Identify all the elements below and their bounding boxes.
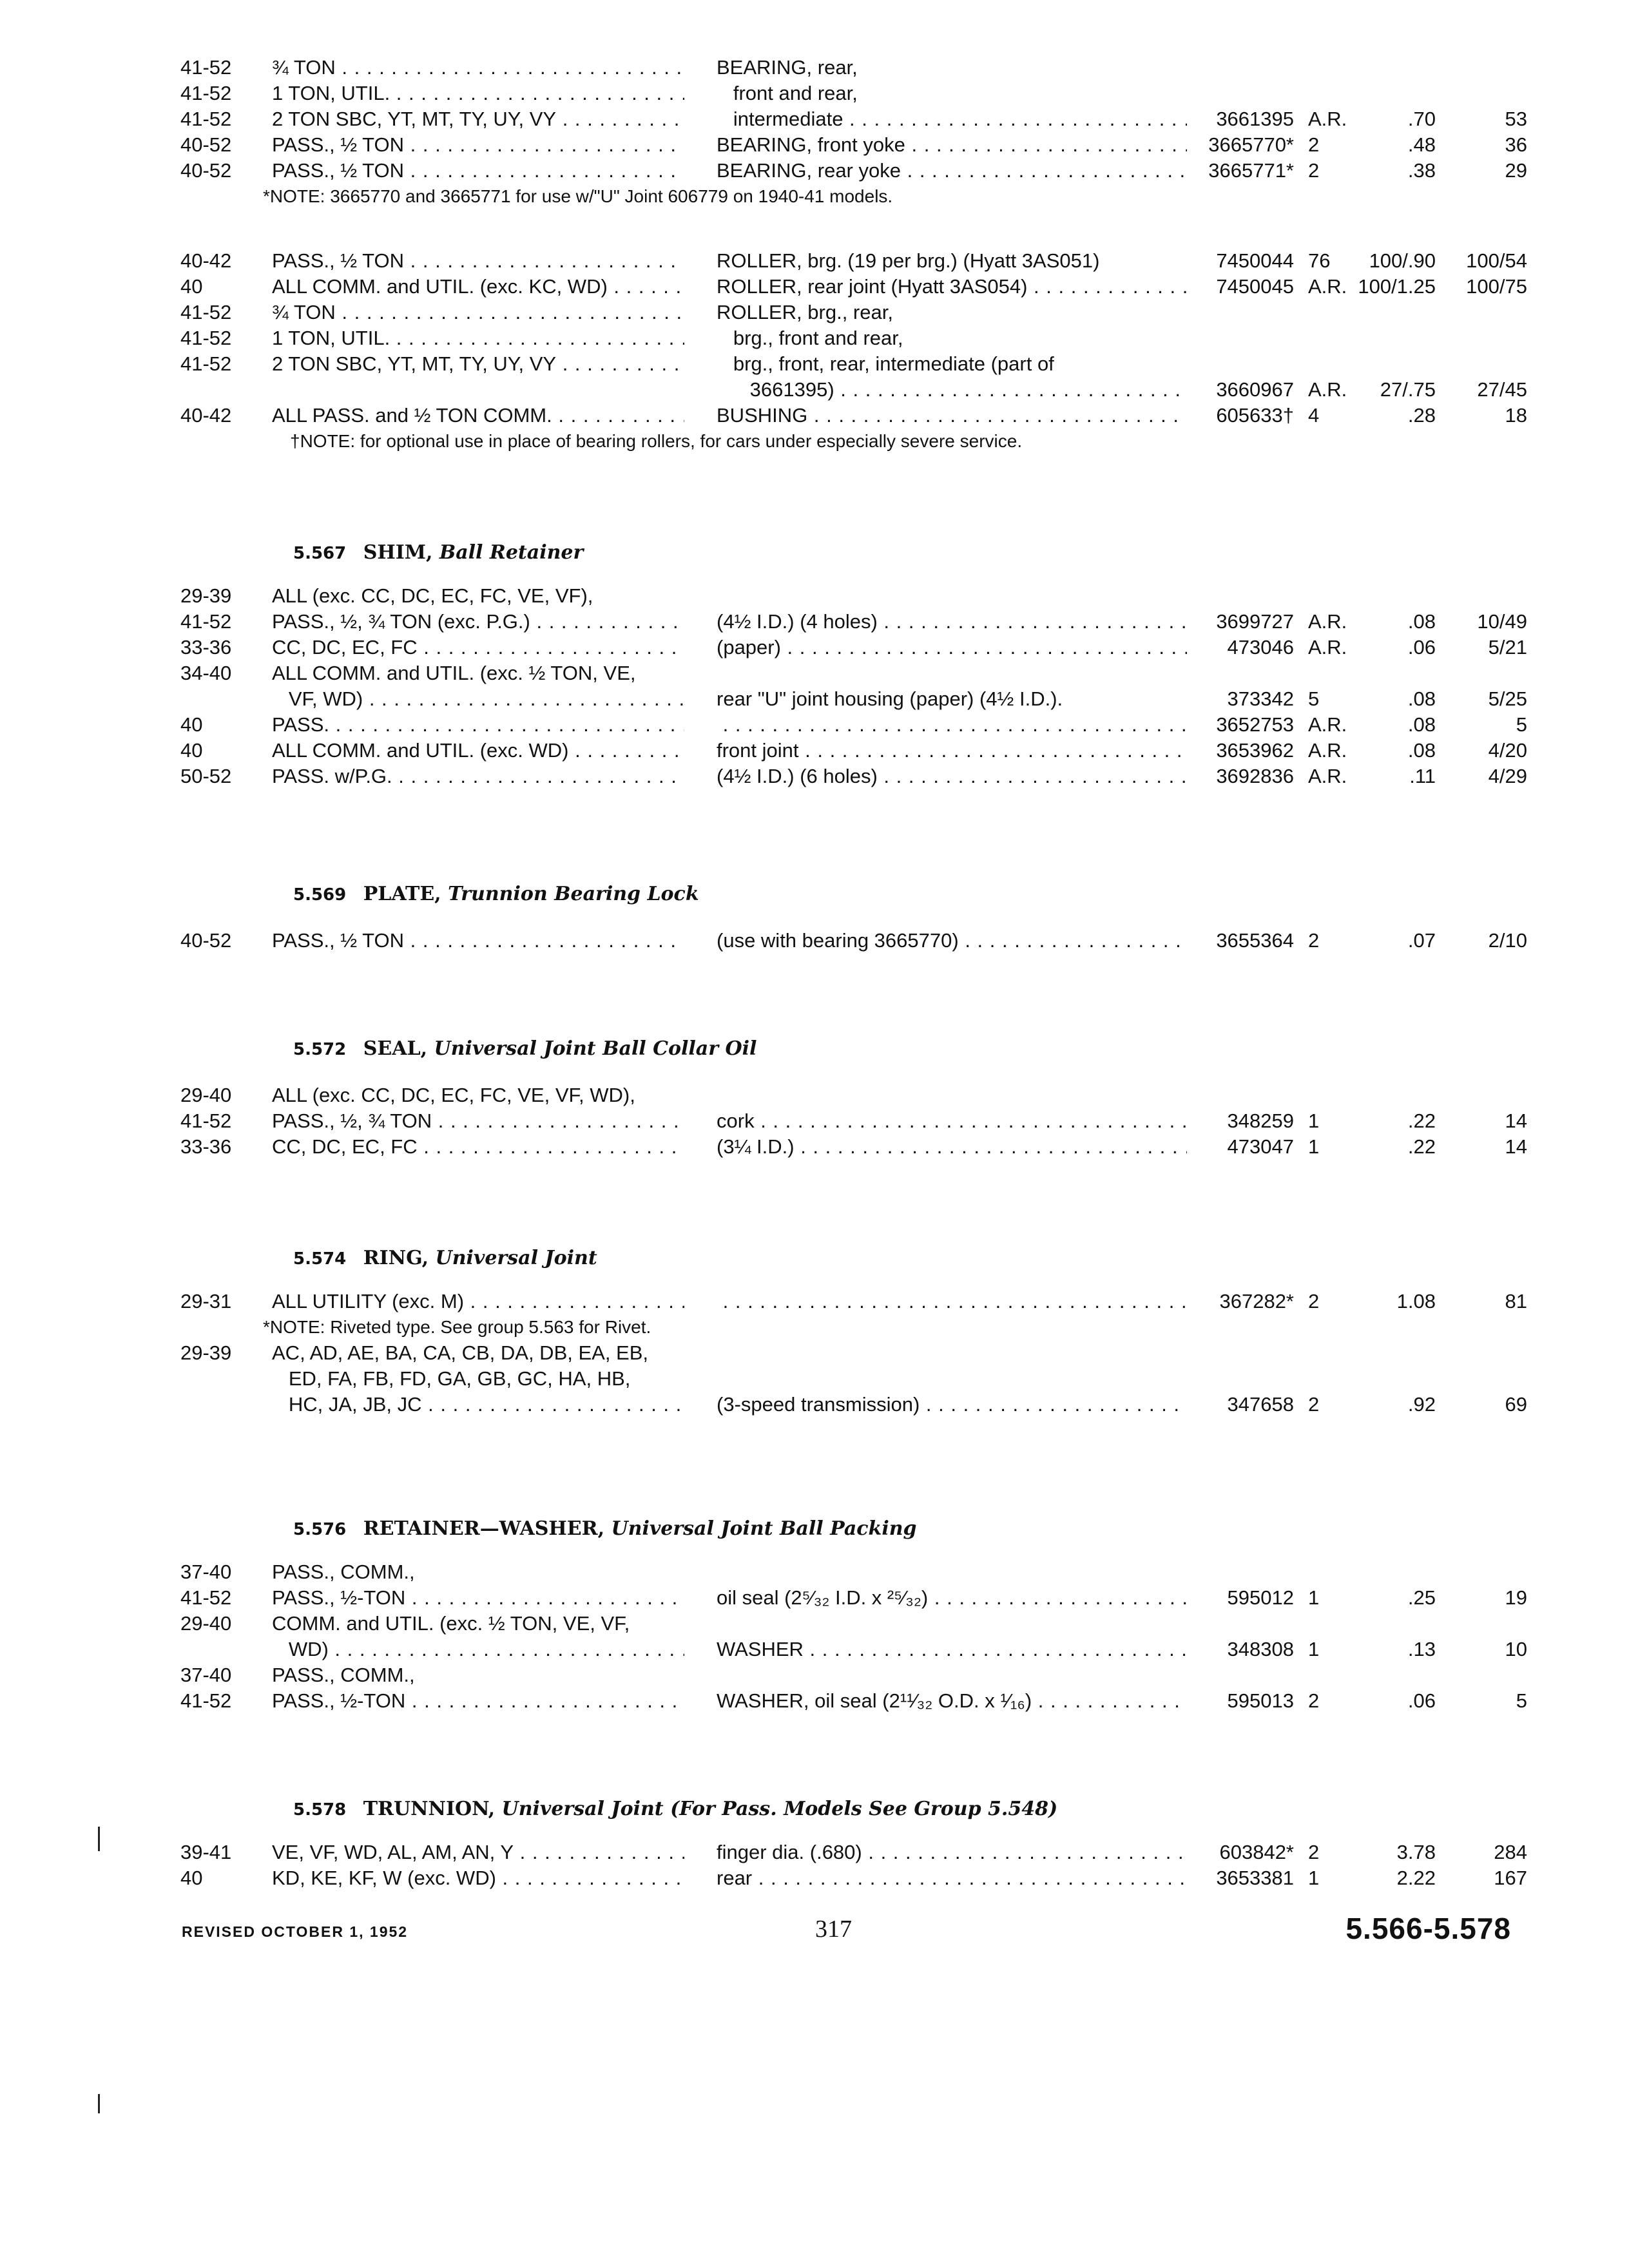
year-range: 33-36 bbox=[180, 636, 232, 658]
part-row bbox=[0, 1340, 1629, 1366]
part-number: 367282* bbox=[1219, 1290, 1294, 1312]
list-price: 100/1.25 bbox=[1358, 275, 1436, 298]
part-number: 605633† bbox=[1216, 404, 1294, 427]
year-range: 39-41 bbox=[180, 1841, 232, 1863]
models-applicable: PASS., COMM., bbox=[272, 1561, 415, 1583]
models-applicable: ALL (exc. CC, DC, EC, FC, VE, VF, WD), bbox=[272, 1084, 635, 1106]
list-price: .48 bbox=[1407, 133, 1436, 156]
year-range: 40-52 bbox=[180, 929, 232, 952]
part-number: 3692836 bbox=[1216, 765, 1294, 787]
part-description: cork . . . bbox=[717, 1108, 1187, 1134]
part-row bbox=[0, 300, 1629, 325]
dealer-price: 5 bbox=[1516, 713, 1527, 736]
models-applicable: VE, VF, WD, AL, AM, AN, Y . . . bbox=[272, 1840, 684, 1865]
part-number: 603842* bbox=[1219, 1841, 1294, 1863]
section-subtitle: Universal Joint bbox=[435, 1247, 597, 1269]
footnote-text: †NOTE: for optional use in place of bearing rollers, for cars under especially severe service. bbox=[290, 431, 1023, 451]
models-applicable: 2 TON SBC, YT, MT, TY, UY, VY . . . bbox=[272, 106, 684, 132]
group-range: 5.566-5.578 bbox=[1345, 1912, 1511, 1945]
dealer-price: 27/45 bbox=[1477, 378, 1527, 401]
year-range: 40 bbox=[180, 275, 203, 298]
margin-mark bbox=[98, 2094, 100, 2113]
models-applicable: PASS., COMM., bbox=[272, 1664, 415, 1686]
dealer-price: 36 bbox=[1505, 133, 1527, 156]
part-description: (3¼ I.D.) . . . bbox=[717, 1134, 1187, 1160]
list-price: .06 bbox=[1407, 1689, 1436, 1712]
section-name: SEAL, bbox=[363, 1037, 428, 1060]
quantity: A.R. bbox=[1308, 713, 1347, 736]
part-row bbox=[0, 1392, 1629, 1418]
part-description: finger dia. (.680) . . . bbox=[717, 1840, 1187, 1865]
part-row bbox=[0, 132, 1629, 158]
part-number: 3660967 bbox=[1216, 378, 1294, 401]
section-number: 5.569 bbox=[293, 885, 347, 905]
part-row bbox=[0, 1289, 1629, 1314]
dealer-price: 14 bbox=[1505, 1110, 1527, 1132]
section-header-5572 bbox=[293, 1037, 757, 1060]
year-range: 41-52 bbox=[180, 327, 232, 349]
dealer-price: 14 bbox=[1505, 1135, 1527, 1158]
quantity: 1 bbox=[1308, 1586, 1320, 1609]
year-range: 40-42 bbox=[180, 249, 232, 272]
models-applicable: VF, WD) . . . bbox=[272, 686, 684, 712]
part-description: ROLLER, rear joint (Hyatt 3AS054) . . . bbox=[717, 274, 1187, 300]
section-header-5567 bbox=[293, 541, 583, 564]
part-row bbox=[0, 1840, 1629, 1865]
quantity: A.R. bbox=[1308, 378, 1347, 401]
models-applicable: CC, DC, EC, FC . . . bbox=[272, 1134, 684, 1160]
part-number: 348259 bbox=[1227, 1110, 1294, 1132]
dealer-price: 5 bbox=[1516, 1689, 1527, 1712]
models-applicable: PASS. w/P.G. . . . bbox=[272, 764, 684, 789]
part-row bbox=[0, 583, 1629, 609]
part-number: 3699727 bbox=[1216, 610, 1294, 633]
list-price: 2.22 bbox=[1396, 1867, 1436, 1889]
quantity: A.R. bbox=[1308, 636, 1347, 658]
part-description: oil seal (2⁵⁄₃₂ I.D. x ²⁵⁄₃₂) . . . bbox=[717, 1585, 1187, 1611]
section-name: RETAINER—WASHER, bbox=[363, 1517, 605, 1540]
models-applicable: ALL COMM. and UTIL. (exc. KC, WD) . . . bbox=[272, 274, 684, 300]
part-row bbox=[0, 1585, 1629, 1611]
year-range: 40-52 bbox=[180, 133, 232, 156]
year-range: 40-52 bbox=[180, 159, 232, 182]
part-number: 595012 bbox=[1227, 1586, 1294, 1609]
models-applicable: PASS., ½-TON . . . bbox=[272, 1688, 684, 1714]
quantity: 4 bbox=[1308, 404, 1320, 427]
list-price: .22 bbox=[1407, 1135, 1436, 1158]
part-row bbox=[0, 635, 1629, 660]
part-number: 595013 bbox=[1227, 1689, 1294, 1712]
part-description: BEARING, rear yoke . . . bbox=[717, 158, 1187, 184]
quantity: A.R. bbox=[1308, 739, 1347, 762]
list-price: .08 bbox=[1407, 713, 1436, 736]
footnote bbox=[0, 428, 1629, 454]
section-subtitle: Trunnion Bearing Lock bbox=[448, 883, 699, 905]
part-number: 3652753 bbox=[1216, 713, 1294, 736]
part-row bbox=[0, 1865, 1629, 1891]
section-name: RING, bbox=[363, 1247, 429, 1269]
part-row bbox=[0, 55, 1629, 81]
section-header-5569 bbox=[293, 883, 699, 905]
year-range: 29-40 bbox=[180, 1084, 232, 1106]
margin-mark bbox=[98, 1827, 100, 1851]
dealer-price: 29 bbox=[1505, 159, 1527, 182]
page-number: 317 bbox=[815, 1916, 852, 1943]
part-row bbox=[0, 1108, 1629, 1134]
section-number: 5.574 bbox=[293, 1249, 347, 1269]
part-row bbox=[0, 1134, 1629, 1160]
models-applicable: PASS., ½ TON . . . bbox=[272, 158, 684, 184]
part-description: 3661395) . . . bbox=[717, 377, 1187, 403]
quantity: 2 bbox=[1308, 159, 1320, 182]
part-description: WASHER . . . bbox=[717, 1637, 1187, 1662]
part-row bbox=[0, 158, 1629, 184]
plate-block bbox=[0, 928, 1629, 954]
year-range: 41-52 bbox=[180, 610, 232, 633]
part-description: BUSHING . . . bbox=[717, 403, 1187, 428]
list-price: .28 bbox=[1407, 404, 1436, 427]
part-description: brg., front and rear, bbox=[717, 327, 903, 349]
dealer-price: 81 bbox=[1505, 1290, 1527, 1312]
list-price: 100/.90 bbox=[1369, 249, 1436, 272]
models-applicable: 1 TON, UTIL. . . . bbox=[272, 325, 684, 351]
models-applicable: HC, JA, JB, JC . . . bbox=[272, 1392, 684, 1418]
revision-date: REVISED OCTOBER 1, 1952 bbox=[182, 1923, 409, 1940]
list-price: .08 bbox=[1407, 687, 1436, 710]
part-description: brg., front, rear, intermediate (part of bbox=[717, 352, 1054, 375]
models-applicable: COMM. and UTIL. (exc. ½ TON, VE, VF, bbox=[272, 1612, 630, 1635]
year-range: 37-40 bbox=[180, 1664, 232, 1686]
part-number: 7450044 bbox=[1216, 249, 1294, 272]
models-applicable: PASS., ½, ¾ TON (exc. P.G.) . . . bbox=[272, 609, 684, 635]
models-applicable: ALL (exc. CC, DC, EC, FC, VE, VF), bbox=[272, 584, 593, 607]
section-name: PLATE, bbox=[363, 883, 441, 905]
part-number: 3665770* bbox=[1208, 133, 1294, 156]
part-row bbox=[0, 81, 1629, 106]
part-description bbox=[717, 712, 1187, 738]
part-description: ROLLER, brg. (19 per brg.) (Hyatt 3AS051) bbox=[717, 249, 1100, 272]
models-applicable: KD, KE, KF, W (exc. WD) . . . bbox=[272, 1865, 684, 1891]
quantity: 2 bbox=[1308, 929, 1320, 952]
section-number: 5.572 bbox=[293, 1040, 347, 1059]
part-row bbox=[0, 403, 1629, 428]
shim-block bbox=[0, 583, 1629, 789]
part-description: front and rear, bbox=[717, 82, 858, 104]
year-range: 29-40 bbox=[180, 1612, 232, 1635]
year-range: 29-39 bbox=[180, 584, 232, 607]
models-applicable: ALL PASS. and ½ TON COMM. . . . bbox=[272, 403, 684, 428]
models-applicable: AC, AD, AE, BA, CA, CB, DA, DB, EA, EB, bbox=[272, 1341, 649, 1364]
part-row bbox=[0, 377, 1629, 403]
trunnion-block bbox=[0, 1840, 1629, 1891]
models-applicable: ¾ TON . . . bbox=[272, 55, 684, 81]
retainer-washer-block bbox=[0, 1559, 1629, 1714]
part-row bbox=[0, 1688, 1629, 1714]
list-price: .06 bbox=[1407, 636, 1436, 658]
models-applicable: PASS. . . . bbox=[272, 712, 684, 738]
part-number: 473047 bbox=[1227, 1135, 1294, 1158]
dealer-price: 100/75 bbox=[1466, 275, 1527, 298]
year-range: 40 bbox=[180, 739, 203, 762]
dealer-price: 167 bbox=[1494, 1867, 1527, 1889]
part-row bbox=[0, 609, 1629, 635]
footnote bbox=[0, 1314, 1629, 1340]
models-applicable: WD) . . . bbox=[272, 1637, 684, 1662]
list-price: .13 bbox=[1407, 1638, 1436, 1660]
quantity: A.R. bbox=[1308, 275, 1347, 298]
quantity: 2 bbox=[1308, 133, 1320, 156]
dealer-price: 5/25 bbox=[1488, 687, 1527, 710]
part-row bbox=[0, 1637, 1629, 1662]
quantity: 1 bbox=[1308, 1135, 1320, 1158]
part-number: 373342 bbox=[1227, 687, 1294, 710]
part-row bbox=[0, 1082, 1629, 1108]
part-description: WASHER, oil seal (2¹¹⁄₃₂ O.D. x ¹⁄₁₆) . . . bbox=[717, 1688, 1187, 1714]
year-range: 41-52 bbox=[180, 82, 232, 104]
models-applicable: ALL UTILITY (exc. M) . . . bbox=[272, 1289, 684, 1314]
year-range: 41-52 bbox=[180, 352, 232, 375]
list-price: .38 bbox=[1407, 159, 1436, 182]
seal-block bbox=[0, 1082, 1629, 1160]
part-description: (4½ I.D.) (4 holes) . . . bbox=[717, 609, 1187, 635]
year-range: 41-52 bbox=[180, 1689, 232, 1712]
year-range: 40 bbox=[180, 1867, 203, 1889]
dealer-price: 284 bbox=[1494, 1841, 1527, 1863]
quantity: 76 bbox=[1308, 249, 1331, 272]
list-price: .25 bbox=[1407, 1586, 1436, 1609]
year-range: 40-42 bbox=[180, 404, 232, 427]
list-price: .11 bbox=[1409, 765, 1436, 787]
models-applicable: CC, DC, EC, FC . . . bbox=[272, 635, 684, 660]
part-row bbox=[0, 1559, 1629, 1585]
part-number: 3653381 bbox=[1216, 1867, 1294, 1889]
dealer-price: 4/29 bbox=[1488, 765, 1527, 787]
part-number: 3653962 bbox=[1216, 739, 1294, 762]
year-range: 34-40 bbox=[180, 662, 232, 684]
bearing-block bbox=[0, 55, 1629, 209]
footnote-text: *NOTE: Riveted type. See group 5.563 for Rivet. bbox=[263, 1317, 651, 1337]
part-description: BEARING, front yoke . . . bbox=[717, 132, 1187, 158]
dealer-price: 10 bbox=[1505, 1638, 1527, 1660]
part-row bbox=[0, 351, 1629, 377]
section-number: 5.578 bbox=[293, 1800, 347, 1820]
dealer-price: 69 bbox=[1505, 1393, 1527, 1416]
part-description: rear . . . bbox=[717, 1865, 1187, 1891]
dealer-price: 4/20 bbox=[1488, 739, 1527, 762]
models-applicable: ALL COMM. and UTIL. (exc. WD) . . . bbox=[272, 738, 684, 764]
part-number: 347658 bbox=[1227, 1393, 1294, 1416]
part-row bbox=[0, 1611, 1629, 1637]
quantity: 2 bbox=[1308, 1290, 1320, 1312]
models-applicable: PASS., ½ TON . . . bbox=[272, 928, 684, 954]
section-subtitle: Ball Retainer bbox=[439, 541, 584, 564]
part-number: 3665771* bbox=[1208, 159, 1294, 182]
part-description: (use with bearing 3665770) . . . bbox=[717, 928, 1187, 954]
quantity: 1 bbox=[1308, 1638, 1320, 1660]
part-row bbox=[0, 686, 1629, 712]
year-range: 33-36 bbox=[180, 1135, 232, 1158]
part-row bbox=[0, 106, 1629, 132]
list-price: .07 bbox=[1407, 929, 1436, 952]
list-price: 1.08 bbox=[1396, 1290, 1436, 1312]
part-description: (paper) . . . bbox=[717, 635, 1187, 660]
year-range: 41-52 bbox=[180, 108, 232, 130]
year-range: 41-52 bbox=[180, 56, 232, 79]
dealer-price: 19 bbox=[1505, 1586, 1527, 1609]
section-number: 5.576 bbox=[293, 1520, 347, 1539]
models-applicable: ED, FA, FB, FD, GA, GB, GC, HA, HB, bbox=[272, 1367, 631, 1390]
roller-block bbox=[0, 248, 1629, 454]
quantity: 1 bbox=[1308, 1110, 1320, 1132]
part-row bbox=[0, 764, 1629, 789]
models-applicable: PASS., ½, ¾ TON . . . bbox=[272, 1108, 684, 1134]
year-range: 40 bbox=[180, 713, 203, 736]
quantity: A.R. bbox=[1308, 108, 1347, 130]
ring-block bbox=[0, 1289, 1629, 1418]
dealer-price: 5/21 bbox=[1488, 636, 1527, 658]
models-applicable: 1 TON, UTIL. . . . bbox=[272, 81, 684, 106]
list-price: .22 bbox=[1407, 1110, 1436, 1132]
year-range: 29-39 bbox=[180, 1341, 232, 1364]
footnote-text: *NOTE: 3665770 and 3665771 for use w/"U" Joint 606779 on 1940-41 models. bbox=[263, 186, 893, 206]
year-range: 41-52 bbox=[180, 301, 232, 323]
part-number: 348308 bbox=[1227, 1638, 1294, 1660]
quantity: A.R. bbox=[1308, 610, 1347, 633]
section-header-5578 bbox=[293, 1798, 1057, 1820]
models-applicable: PASS., ½ TON . . . bbox=[272, 132, 684, 158]
section-subtitle: Universal Joint (For Pass. Models See Group 5.548) bbox=[501, 1798, 1058, 1820]
section-name: SHIM, bbox=[363, 541, 433, 564]
year-range: 29-31 bbox=[180, 1290, 232, 1312]
list-price: 3.78 bbox=[1396, 1841, 1436, 1863]
part-number: 3661395 bbox=[1216, 108, 1294, 130]
section-subtitle: Universal Joint Ball Collar Oil bbox=[434, 1037, 757, 1060]
section-header-5576 bbox=[293, 1517, 917, 1540]
quantity: 5 bbox=[1308, 687, 1320, 710]
section-header-5574 bbox=[293, 1247, 597, 1269]
quantity: 2 bbox=[1308, 1841, 1320, 1863]
list-price: .08 bbox=[1407, 739, 1436, 762]
quantity: A.R. bbox=[1308, 765, 1347, 787]
part-row bbox=[0, 248, 1629, 274]
part-row bbox=[0, 738, 1629, 764]
part-row bbox=[0, 660, 1629, 686]
footnote bbox=[0, 184, 1629, 209]
year-range: 50-52 bbox=[180, 765, 232, 787]
part-number: 473046 bbox=[1227, 636, 1294, 658]
part-number: 7450045 bbox=[1216, 275, 1294, 298]
part-description: (4½ I.D.) (6 holes) . . . bbox=[717, 764, 1187, 789]
year-range: 37-40 bbox=[180, 1561, 232, 1583]
quantity: 2 bbox=[1308, 1689, 1320, 1712]
part-description: BEARING, rear, bbox=[717, 56, 858, 79]
part-row bbox=[0, 712, 1629, 738]
part-row bbox=[0, 1662, 1629, 1688]
models-applicable: PASS., ½ TON . . . bbox=[272, 248, 684, 274]
list-price: .70 bbox=[1407, 108, 1436, 130]
list-price: 27/.75 bbox=[1380, 378, 1436, 401]
section-subtitle: Universal Joint Ball Packing bbox=[611, 1517, 917, 1540]
part-description: intermediate . . . bbox=[717, 106, 1187, 132]
dealer-price: 10/49 bbox=[1477, 610, 1527, 633]
part-row bbox=[0, 325, 1629, 351]
dealer-price: 53 bbox=[1505, 108, 1527, 130]
part-row bbox=[0, 1366, 1629, 1392]
list-price: .08 bbox=[1407, 610, 1436, 633]
year-range: 41-52 bbox=[180, 1586, 232, 1609]
dealer-price: 18 bbox=[1505, 404, 1527, 427]
section-name: TRUNNION, bbox=[363, 1798, 496, 1820]
dealer-price: 2/10 bbox=[1488, 929, 1527, 952]
part-description: (3-speed transmission) . . . bbox=[717, 1392, 1187, 1418]
models-applicable: PASS., ½-TON . . . bbox=[272, 1585, 684, 1611]
part-row bbox=[0, 274, 1629, 300]
quantity: 2 bbox=[1308, 1393, 1320, 1416]
part-description: ROLLER, brg., rear, bbox=[717, 301, 893, 323]
year-range: 41-52 bbox=[180, 1110, 232, 1132]
part-description bbox=[717, 1289, 1187, 1314]
quantity: 1 bbox=[1308, 1867, 1320, 1889]
part-number: 3655364 bbox=[1216, 929, 1294, 952]
models-applicable: ALL COMM. and UTIL. (exc. ½ TON, VE, bbox=[272, 662, 636, 684]
part-row bbox=[0, 928, 1629, 954]
part-description: rear "U" joint housing (paper) (4½ I.D.). bbox=[717, 687, 1063, 710]
dealer-price: 100/54 bbox=[1466, 249, 1527, 272]
section-number: 5.567 bbox=[293, 544, 347, 563]
list-price: .92 bbox=[1407, 1393, 1436, 1416]
models-applicable: ¾ TON . . . bbox=[272, 300, 684, 325]
part-description: front joint . . . bbox=[717, 738, 1187, 764]
models-applicable: 2 TON SBC, YT, MT, TY, UY, VY . . . bbox=[272, 351, 684, 377]
